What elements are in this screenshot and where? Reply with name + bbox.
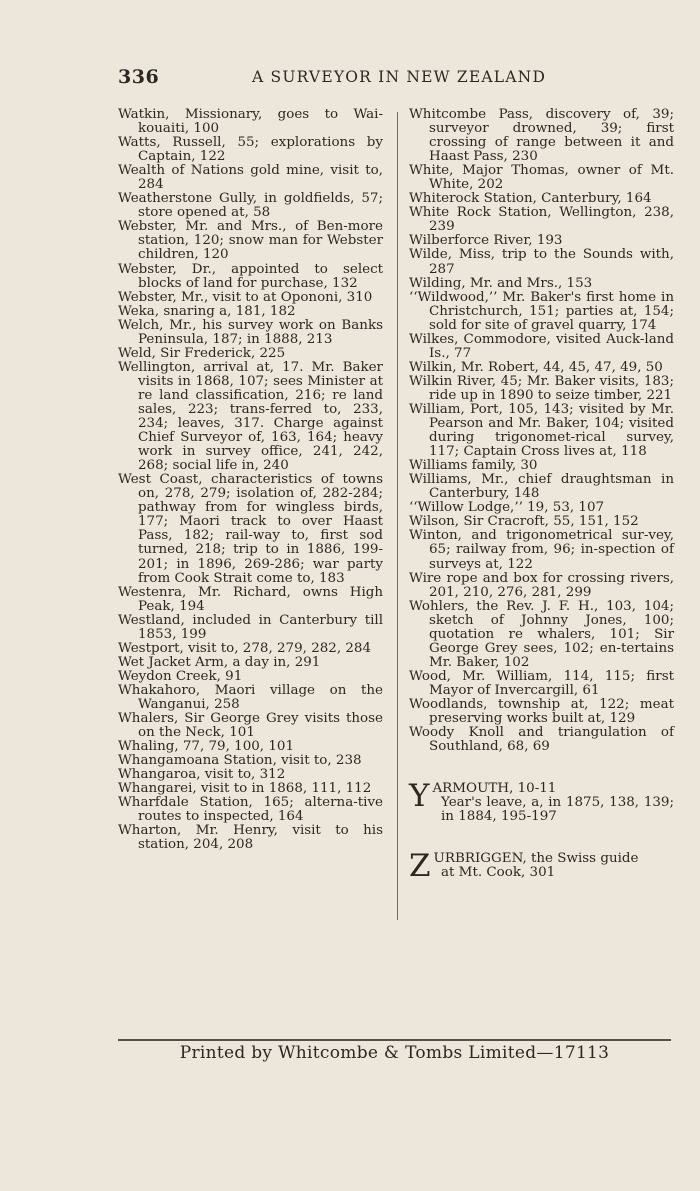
page-number: 336 bbox=[118, 66, 160, 88]
index-entry: Woodlands, township at, 122; meat preserving works built at, 129 bbox=[409, 696, 674, 727]
running-title: A SURVEYOR IN NEW ZEALAND bbox=[252, 68, 547, 86]
index-entry: Weydon Creek, 91 bbox=[118, 668, 243, 684]
column-divider bbox=[397, 112, 398, 920]
index-entry: ‘‘Willow Lodge,’’ 19, 53, 107 bbox=[409, 500, 605, 516]
footer-rule bbox=[118, 1039, 671, 1041]
index-entry: Whitcombe Pass, discovery of, 39; surveyor drowned, 39; first crossing of range between it and Haast Pass, 230 bbox=[409, 107, 674, 165]
index-entry: Wood, Mr. William, 114, 115; first Mayor of Invercargill, 61 bbox=[409, 668, 674, 698]
index-entry: Westenra, Mr. Richard, owns High Peak, 194 bbox=[118, 584, 383, 614]
letter-section-z bbox=[409, 848, 674, 885]
index-entry: Whaling, 77, 79, 100, 101 bbox=[118, 739, 294, 755]
index-entry: Webster, Mr., visit to at Opononi, 310 bbox=[118, 289, 373, 305]
index-entry: Welch, Mr., his survey work on Banks Peninsula, 187; in 1888, 213 bbox=[118, 317, 383, 347]
index-entry: Wilkin, Mr. Robert, 44, 45, 47, 49, 50 bbox=[409, 359, 663, 375]
printer-imprint: Printed by Whitcombe & Tombs Limited—17113 bbox=[179, 1043, 610, 1063]
index-entry: William, Port, 105, 143; visited by Mr. Pearson and Mr. Baker, 104; visited during trigonomet-rical survey, 117; Captain Cross lives at, 118 bbox=[409, 401, 674, 460]
drop-cap-letter: Z bbox=[409, 848, 431, 885]
index-entry: Whiterock Station, Canterbury, 164 bbox=[409, 191, 652, 207]
index-entry: Wet Jacket Arm, a day in, 291 bbox=[118, 654, 321, 670]
index-entry: Whangaroa, visit to, 312 bbox=[118, 767, 286, 783]
index-entry: Wire rope and box for crossing rivers, 201, 210, 276, 281, 299 bbox=[409, 570, 674, 600]
section-heading: ARMOUTH, 10-11 bbox=[432, 781, 557, 797]
section-continuation: at Mt. Cook, 301 bbox=[441, 865, 556, 881]
index-entry: Watts, Russell, 55; explorations by Captain, 122 bbox=[118, 135, 383, 165]
index-entry: Whakahoro, Maori village on the Wanganui, 258 bbox=[118, 682, 383, 712]
index-entry: Whangarei, visit to in 1868, 111, 112 bbox=[118, 781, 372, 797]
index-entry: Wilkes, Commodore, visited Auck-land Is., 77 bbox=[409, 331, 674, 361]
index-entry: Wharton, Mr. Henry, visit to his station, 204, 208 bbox=[118, 823, 383, 853]
index-column-left bbox=[118, 108, 383, 852]
index-entry: Whalers, Sir George Grey visits those on the Neck, 101 bbox=[118, 711, 383, 741]
index-entry: Webster, Dr., appointed to select blocks of land for purchase, 132 bbox=[118, 261, 383, 291]
index-entry: Weka, snaring a, 181, 182 bbox=[118, 303, 296, 319]
index-entry: Wharfdale Station, 165; alterna-tive routes to inspected, 164 bbox=[118, 795, 383, 825]
index-column-right bbox=[409, 107, 674, 885]
index-entry: Westport, visit to, 278, 279, 282, 284 bbox=[118, 640, 372, 656]
index-entry: Whangamoana Station, visit to, 238 bbox=[118, 753, 362, 769]
index-entry: Wohlers, the Rev. J. F. H., 103, 104; sketch of Johnny Jones, 100; quotation re whalers, 101; Sir George Grey sees, 102; en-tertains Mr. Baker, 102 bbox=[409, 598, 674, 670]
index-entry: White, Major Thomas, owner of Mt. White, 202 bbox=[409, 163, 674, 193]
index-entry: Wilson, Sir Cracroft, 55, 151, 152 bbox=[409, 514, 639, 530]
letter-section-y bbox=[409, 778, 674, 825]
section-continuation: Year's leave, a, in 1875, 138, 139; in 1884, 195-197 bbox=[441, 795, 674, 825]
index-entry: Wilkin River, 45; Mr. Baker visits, 183; ride up in 1890 to seize timber, 221 bbox=[409, 373, 674, 403]
section-gap bbox=[409, 824, 674, 838]
drop-cap-letter: Y bbox=[409, 778, 430, 815]
index-entry: West Coast, characteristics of towns on, 278, 279; isolation of, 282-284; pathway from for wingless birds, 177; Maori track to over Haast Pass, 182; rail-way to, first sod turned, 218; trip to in 1886, 199-201; in 1896, 269-286; war party from Cook Strait come to, 183 bbox=[118, 472, 383, 586]
section-heading: URBRIGGEN, the Swiss guide bbox=[433, 851, 639, 867]
index-entry: Wilberforce River, 193 bbox=[409, 233, 563, 249]
index-entry: Wilding, Mr. and Mrs., 153 bbox=[409, 275, 593, 291]
index-entry: Westland, included in Canterbury till 1853, 199 bbox=[118, 612, 383, 642]
index-entry: Weatherstone Gully, in goldfields, 57; store opened at, 58 bbox=[118, 191, 383, 221]
index-entry: Williams, Mr., chief draughtsman in Canterbury, 148 bbox=[409, 472, 674, 502]
index-entry: Wellington, arrival at, 17. Mr. Baker visits in 1868, 107; sees Minister at re land classification, 216; re land sales, 223; trans-ferred to, 233, 234; leaves, 317. Charge against Chief Surveyor of, 163, 164; heavy work in survey office, 241, 242, 268; social life in, 240 bbox=[118, 359, 383, 474]
index-entry: Weld, Sir Frederick, 225 bbox=[118, 345, 286, 361]
index-entry: Williams family, 30 bbox=[409, 458, 538, 474]
index-entry: Wealth of Nations gold mine, visit to, 284 bbox=[118, 163, 383, 193]
page-header bbox=[118, 66, 678, 88]
index-entry: White Rock Station, Wellington, 238, 239 bbox=[409, 205, 674, 235]
index-entry: Wilde, Miss, trip to the Sounds with, 287 bbox=[409, 247, 674, 277]
section-gap bbox=[409, 754, 674, 768]
index-entry: Woody Knoll and triangulation of Southland, 68, 69 bbox=[409, 725, 674, 755]
index-entry: Webster, Mr. and Mrs., of Ben-more station, 120; snow man for Webster children, 120 bbox=[118, 219, 383, 263]
index-entry: Winton, and trigonometrical sur-vey, 65; railway from, 96; in-spection of surveys at, 122 bbox=[409, 528, 674, 572]
index-entry: ‘‘Wildwood,’’ Mr. Baker's first home in Christchurch, 151; parties at, 154; sold for site of gravel quarry, 174 bbox=[409, 289, 674, 333]
index-entry: Watkin, Missionary, goes to Wai-kouaiti, 100 bbox=[118, 107, 383, 137]
